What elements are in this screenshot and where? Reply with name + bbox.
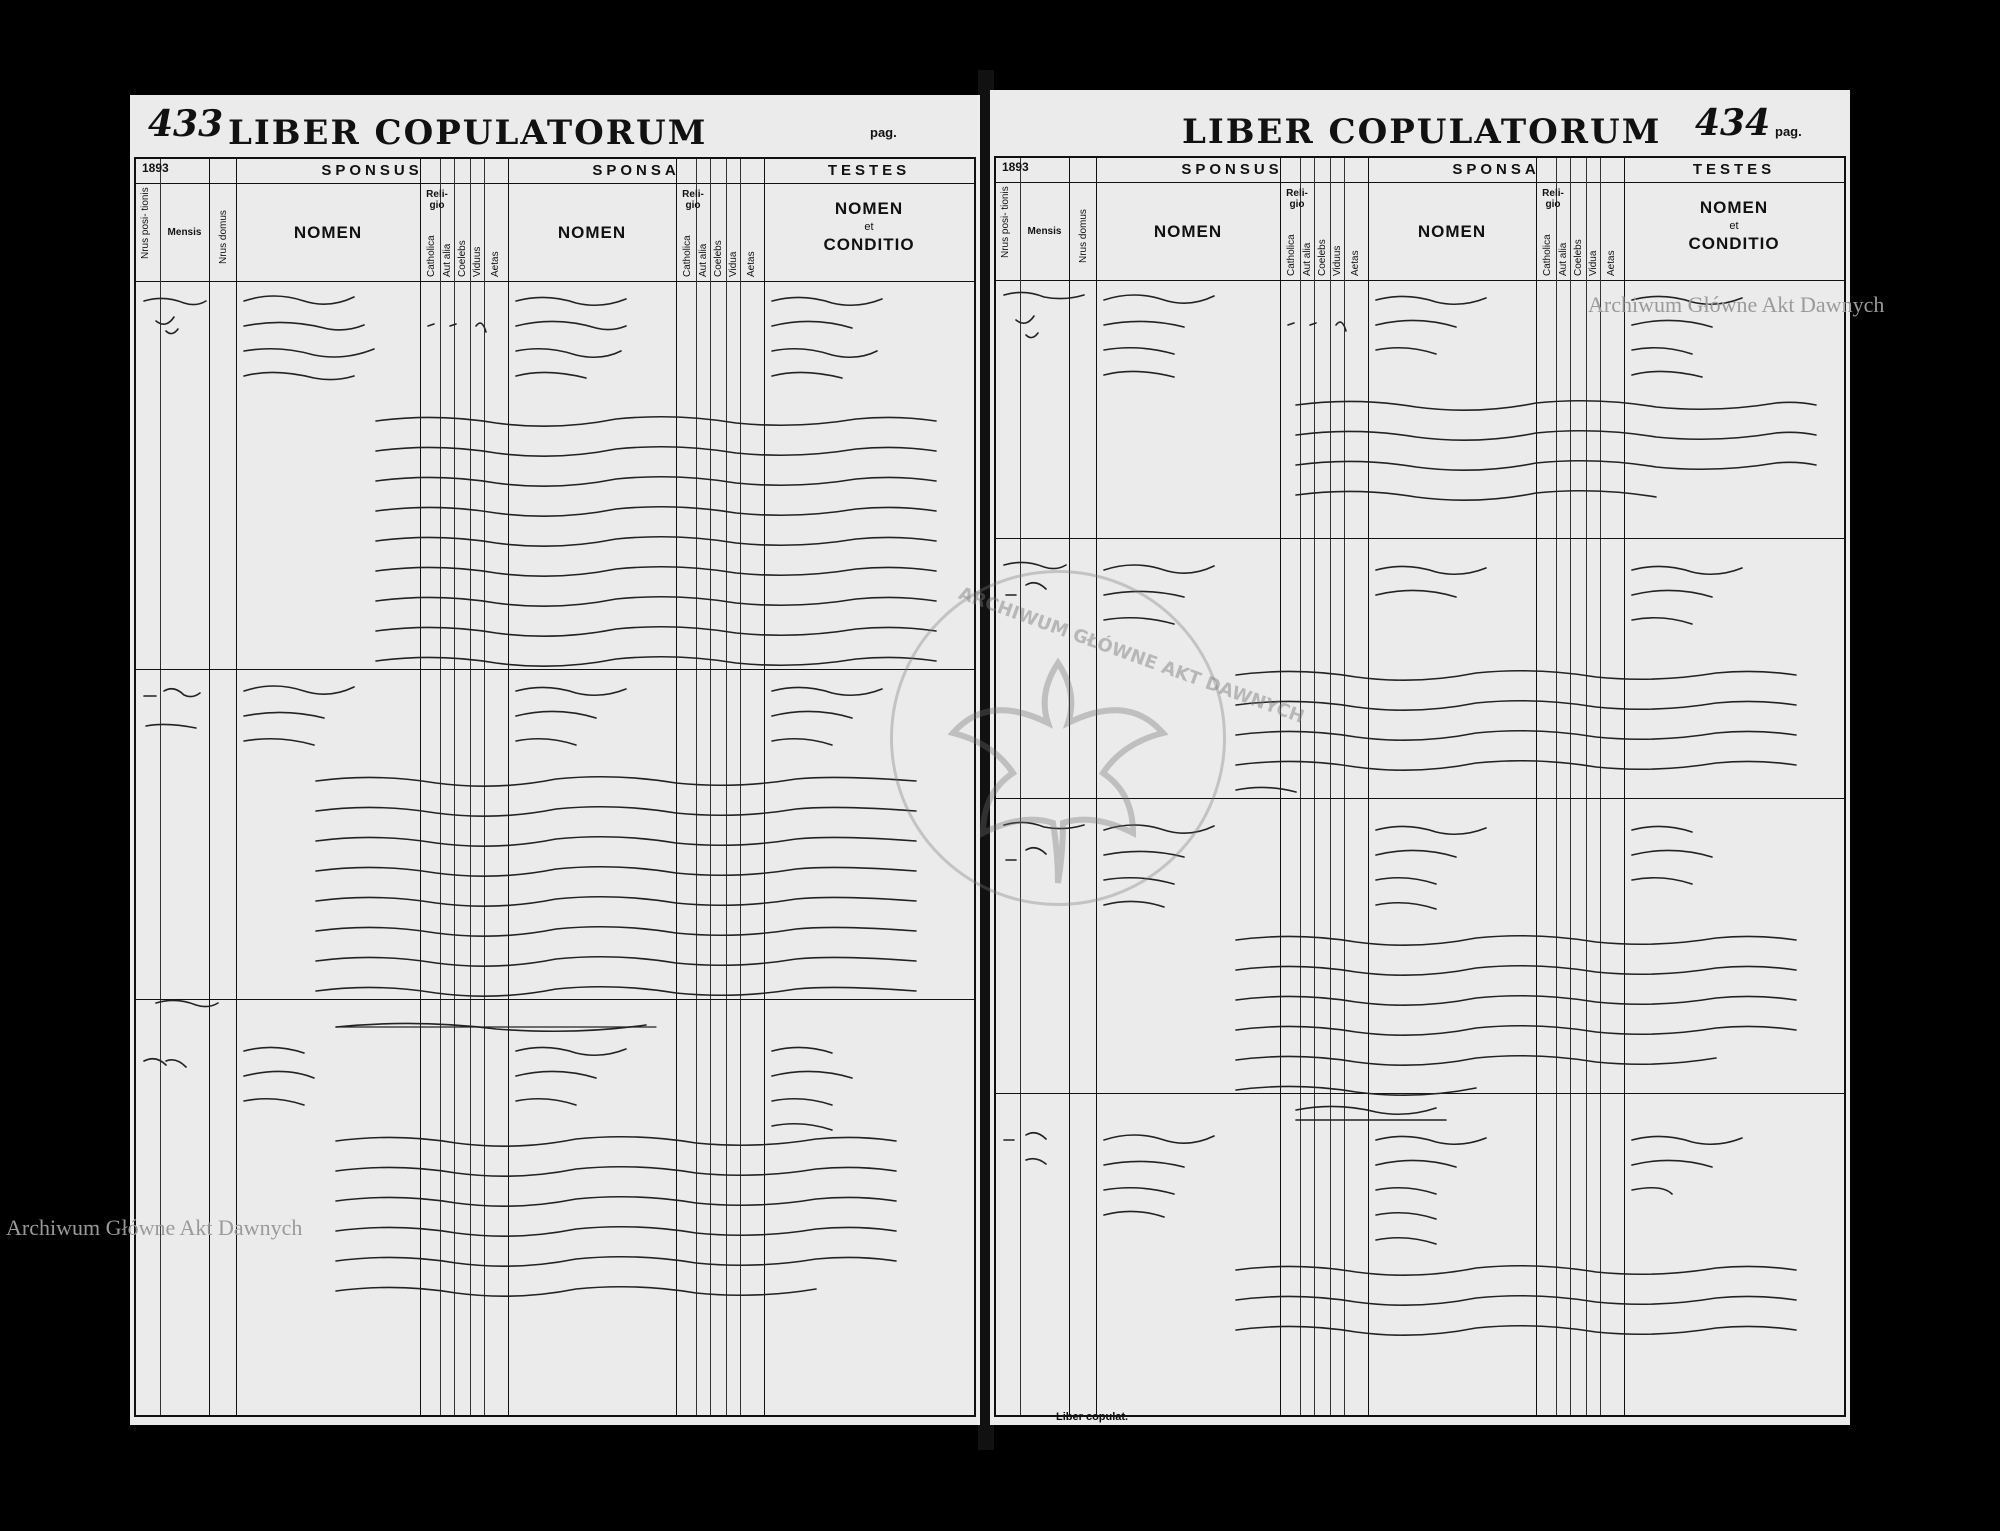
sponsa-aut-alia-header: Aut alia: [698, 243, 709, 277]
sponsa-nomen-header: NOMEN: [1417, 222, 1487, 241]
sponsus-nomen-header: NOMEN: [1153, 222, 1223, 241]
nrus-positionis-header: Nrus posi- tionis: [140, 187, 151, 259]
sponsa-coelebs-header: Coelebs: [1573, 239, 1584, 276]
nrus-domus-header: Nrus domus: [1078, 209, 1089, 263]
sponsus-viduus-header: Viduus: [1332, 245, 1343, 276]
scribble-mark: [772, 297, 882, 378]
left-book-title: LIBER COPULATORUM: [228, 113, 708, 153]
testes-et-header: et: [864, 221, 874, 233]
right-handwritten-page-number: 434: [1695, 102, 1771, 144]
sponsa-aut-alia-header: Aut alia: [1558, 242, 1569, 276]
sponsus-coelebs-header: Coelebs: [457, 240, 468, 277]
testes-nomen-header: NOMEN: [834, 199, 904, 218]
sponsa-vidua-header: Vidua: [1588, 250, 1599, 276]
section-divider: [136, 183, 974, 184]
mensis-header: Mensis: [167, 227, 202, 238]
sponsus-catholica-header: Catholica: [426, 235, 437, 277]
sponsa-nomen-header: NOMEN: [557, 223, 627, 242]
testes-nomen-header: NOMEN: [1699, 198, 1769, 217]
right-year: 1893: [1002, 160, 1029, 174]
testes-header: TESTES: [1692, 161, 1776, 178]
right-pag-label: pag.: [1775, 124, 1802, 139]
sponsus-aut-alia-header: Aut alia: [1302, 242, 1313, 276]
sponsus-religio-header: Reli- gio: [426, 189, 448, 211]
sponsa-aetas-header: Aetas: [1606, 250, 1617, 276]
scribble-mark: [244, 296, 374, 380]
sponsa-coelebs-header: Coelebs: [713, 240, 724, 277]
sponsus-aut-alia-header: Aut alia: [442, 243, 453, 277]
sponsus-header: SPONSUS: [1181, 161, 1283, 178]
sponsa-aetas-header: Aetas: [746, 251, 757, 277]
scribble-mark: [428, 323, 486, 332]
sponsa-header: SPONSA: [1452, 161, 1540, 178]
sponsa-catholica-header: Catholica: [1542, 234, 1553, 276]
sponsa-religio-header: Reli- gio: [682, 189, 704, 211]
sponsa-vidua-header: Vidua: [728, 251, 739, 277]
sponsus-nomen-header: NOMEN: [293, 223, 363, 242]
right-book-title: LIBER COPULATORUM: [1182, 112, 1662, 152]
sponsus-viduus-header: Viduus: [472, 246, 483, 277]
archive-stamp: [890, 570, 1307, 906]
sponsus-aetas-header: Aetas: [1350, 250, 1361, 276]
sponsa-religio-header: Reli- gio: [1542, 188, 1564, 210]
sponsus-religio-header: Reli- gio: [1286, 188, 1308, 210]
scribble-mark: [144, 298, 206, 304]
left-year: 1893: [142, 161, 169, 175]
left-pag-label: pag.: [870, 125, 897, 140]
mensis-header: Mensis: [1027, 226, 1062, 237]
sponsus-header: SPONSUS: [321, 162, 423, 179]
testes-conditio-header: CONDITIO: [823, 235, 915, 254]
left-handwriting: [136, 281, 978, 1361]
nrus-positionis-header: Nrus posi- tionis: [1000, 186, 1011, 258]
left-handwritten-page-number: 433: [148, 103, 224, 145]
scribble-mark: [156, 317, 178, 334]
sponsa-header: SPONSA: [592, 162, 680, 179]
testes-conditio-header: CONDITIO: [1688, 234, 1780, 253]
sponsa-catholica-header: Catholica: [682, 235, 693, 277]
scribble-mark: [516, 297, 626, 378]
testes-et-header: et: [1729, 220, 1739, 232]
stamp-text: ARCHIWUM GŁÓWNE AKT DAWNYCH: [955, 583, 1307, 728]
nrus-domus-header: Nrus domus: [218, 210, 229, 264]
sponsus-coelebs-header: Coelebs: [1317, 239, 1328, 276]
sponsus-aetas-header: Aetas: [490, 251, 501, 277]
sponsus-catholica-header: Catholica: [1286, 234, 1297, 276]
testes-header: TESTES: [827, 162, 911, 179]
archive-watermark-right: Archiwum Główne Akt Dawnych: [1588, 292, 1885, 317]
liber-copulat-footer: Liber copulat.: [1056, 1411, 1129, 1423]
section-divider: [996, 182, 1844, 183]
archive-watermark-left: Archiwum Główne Akt Dawnych: [6, 1215, 303, 1240]
